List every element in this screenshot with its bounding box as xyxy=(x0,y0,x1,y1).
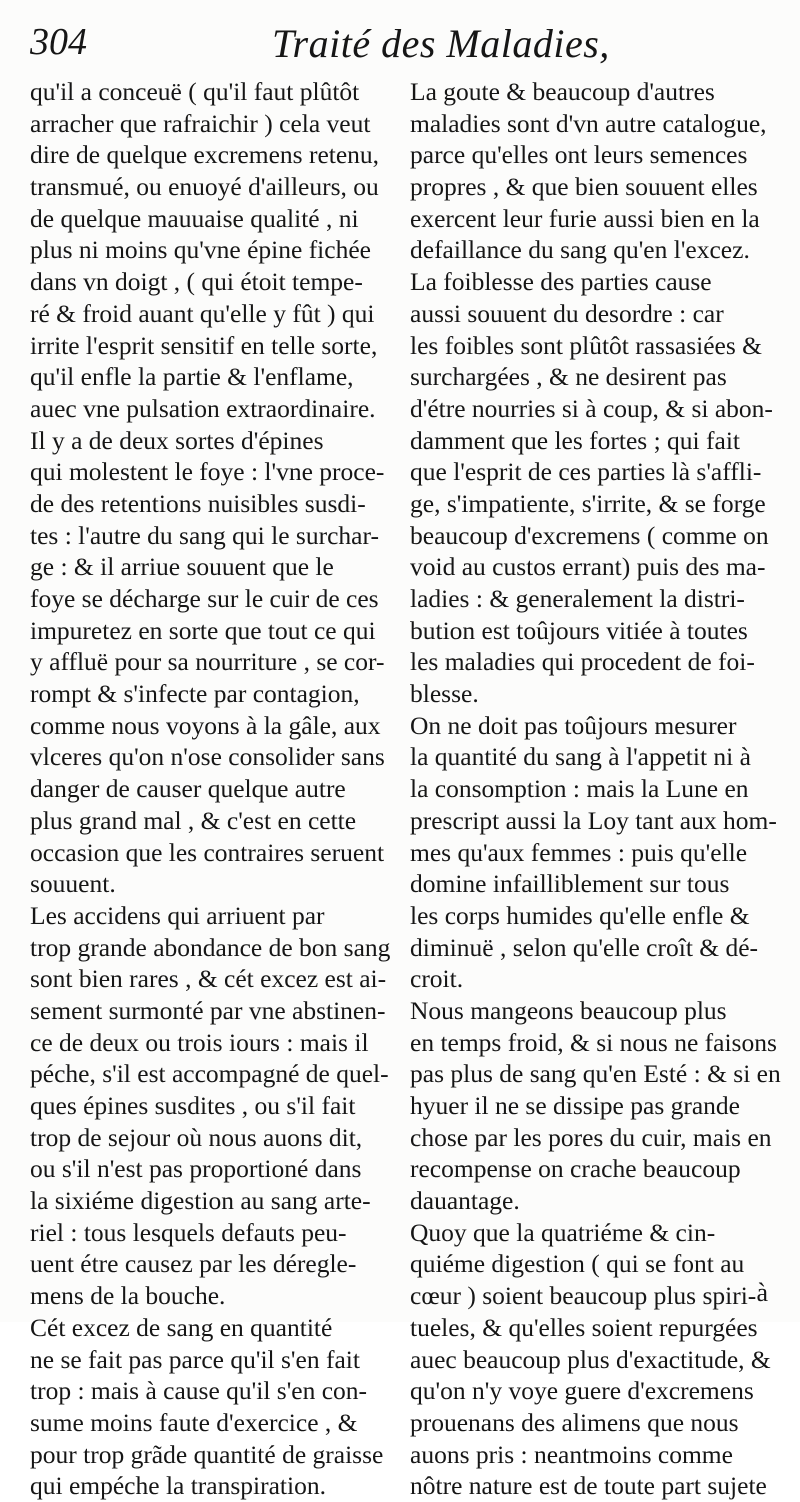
text-line: d'étre nourries si à coup, & si abon- xyxy=(410,393,773,423)
text-line: exercent leur furie aussi bien en la xyxy=(410,203,760,233)
text-line: vlceres qu'on n'ose consolider sans xyxy=(30,742,385,772)
text-line: Il y a de deux sortes d'épines xyxy=(30,425,324,455)
text-line: dire de quelque excremens retenu, xyxy=(30,140,380,170)
text-line: péche, s'il est accompagné de quel- xyxy=(30,1059,389,1089)
text-line: trop : mais à cause qu'il s'en con- xyxy=(30,1376,368,1406)
text-line: la quantité du sang à l'appetit ni à xyxy=(410,742,751,772)
text-line: propres , & que bien souuent elles xyxy=(410,172,758,202)
text-line: ladies : & generalement la distri- xyxy=(410,584,745,613)
text-line: la sixiéme digestion au sang arte- xyxy=(30,1186,371,1216)
text-line: void au custos errant) puis des ma- xyxy=(410,552,766,582)
text-line: irrite l'esprit sensitif en telle sorte, xyxy=(30,330,378,360)
text-line: comme nous voyons à la gâle, aux xyxy=(30,710,381,740)
text-line: blesse. xyxy=(410,679,479,709)
text-line: ge : & il arriue souuent que le xyxy=(30,552,334,582)
text-line: mes qu'aux femmes : puis qu'elle xyxy=(410,837,748,867)
text-line: prouenans des alimens que nous xyxy=(410,1407,739,1437)
text-line: danger de causer quelque autre xyxy=(30,774,346,804)
text-line: trop de sejour où nous auons dit, xyxy=(30,1122,363,1152)
text-line: sont bien rares , & cét excez est ai- xyxy=(30,964,387,994)
text-line: dauantage. xyxy=(410,1186,520,1216)
text-line: qui empéche la transpiration. xyxy=(30,1471,326,1501)
text-line: quiéme digestion ( qui se font au xyxy=(410,1249,745,1279)
text-line: qu'il a conceuë ( qu'il faut plûtôt xyxy=(30,77,360,106)
text-line: riel : tous lesquels defauts peu- xyxy=(30,1217,347,1247)
text-line: La foiblesse des parties cause xyxy=(410,267,712,297)
text-line: auec beaucoup plus d'exactitude, & xyxy=(410,1344,771,1374)
right-text-column xyxy=(410,76,782,1502)
text-line: que l'esprit de ces parties là s'affli- xyxy=(410,457,762,487)
text-line: qu'il enfle la partie & l'enflame, xyxy=(30,362,354,392)
text-line: chose par les pores du cuir, mais en xyxy=(410,1122,772,1152)
text-line: Quoy que la quatriéme & cin- xyxy=(410,1217,716,1247)
text-line: tueles, & qu'elles soient repurgées xyxy=(410,1312,758,1342)
text-line: les foibles sont plûtôt rassasiées & xyxy=(410,330,762,360)
text-line: ques épines susdites , ou s'il fait xyxy=(30,1091,356,1120)
catchword: à xyxy=(756,1278,768,1307)
text-line: uent étre causez par les déregle- xyxy=(30,1249,357,1279)
left-text-column xyxy=(30,76,400,1502)
text-line: trop grande abondance de bon sang xyxy=(30,932,391,962)
text-line: plus grand mal , & c'est en cette xyxy=(30,805,357,835)
text-line: dans vn doigt , ( qui étoit tempe- xyxy=(30,267,363,297)
text-line: Les accidens qui arriuent par xyxy=(30,900,325,930)
text-line: La goute & beaucoup d'autres xyxy=(410,77,715,106)
text-line: surchargées , & ne desirent pas xyxy=(410,362,727,392)
text-line: damment que les fortes ; qui fait xyxy=(410,425,740,455)
text-line: beaucoup d'excremens ( comme on xyxy=(410,520,769,550)
text-line: auons pris : neantmoins comme xyxy=(410,1439,733,1469)
text-line: cœur ) soient beaucoup plus spiri- xyxy=(410,1281,757,1311)
text-line: maladies sont d'vn autre catalogue, xyxy=(410,108,767,138)
text-line: de des retentions nuisibles susdi- xyxy=(30,488,366,518)
text-line: defaillance du sang qu'en l'excez. xyxy=(410,235,750,265)
running-title: Traité des Maladies, xyxy=(272,21,610,66)
text-line: rompt & s'infecte par contagion, xyxy=(30,679,360,709)
text-line: auec vne pulsation extraordinaire. xyxy=(30,393,376,423)
text-line: arracher que rafraichir ) cela veut xyxy=(30,108,371,138)
text-line: ne se fait pas parce qu'il s'en fait xyxy=(30,1344,360,1374)
text-line: ou s'il n'est pas proportioné dans xyxy=(30,1154,362,1184)
text-line: en temps froid, & si nous ne faisons xyxy=(410,1027,777,1057)
text-line: croit. xyxy=(410,964,464,994)
text-line: Nous mangeons beaucoup plus xyxy=(410,995,727,1025)
text-line: impuretez en sorte que tout ce qui xyxy=(30,615,376,645)
text-line: aussi souuent du desordre : car xyxy=(410,298,724,328)
text-line: qui molestent le foye : l'vne proce- xyxy=(30,457,385,487)
text-line: les corps humides qu'elle enfle & xyxy=(410,900,750,930)
page-number: 304 xyxy=(30,21,87,63)
text-line: bution est toûjours vitiée à toutes xyxy=(410,615,748,645)
text-line: sume moins faute d'exercice , & xyxy=(30,1407,358,1437)
text-line: ré & froid auant qu'elle y fût ) qui xyxy=(30,298,375,328)
text-line: nôtre nature est de toute part sujete xyxy=(410,1471,767,1501)
text-line: y affluë pour sa nourriture , se cor- xyxy=(30,647,385,677)
text-line: ce de deux ou trois iours : mais il xyxy=(30,1027,369,1057)
text-line: sement surmonté par vne abstinen- xyxy=(30,995,386,1025)
text-line: recompense on crache beaucoup xyxy=(410,1154,741,1184)
page-header xyxy=(24,18,764,74)
text-line: ge, s'impatiente, s'irrite, & se forge xyxy=(410,488,766,518)
text-line: tes : l'autre du sang qui le surchar- xyxy=(30,520,379,550)
text-line: diminuë , selon qu'elle croît & dé- xyxy=(410,932,759,962)
text-line: pas plus de sang qu'en Esté : & si en xyxy=(410,1059,781,1089)
text-line: mens de la bouche. xyxy=(30,1281,226,1311)
text-line: foye se décharge sur le cuir de ces xyxy=(30,584,379,613)
text-line: parce qu'elles ont leurs semences xyxy=(410,140,748,170)
text-line: domine infailliblement sur tous xyxy=(410,869,730,899)
text-line: pour trop grãde quantité de graisse xyxy=(30,1439,384,1469)
text-line: la consomption : mais la Lune en xyxy=(410,774,749,804)
text-line: prescript aussi la Loy tant aux hom- xyxy=(410,805,777,835)
text-line: transmué, ou enuoyé d'ailleurs, ou xyxy=(30,172,379,202)
text-line: On ne doit pas toûjours mesurer xyxy=(410,710,737,740)
text-line: occasion que les contraires seruent xyxy=(30,837,385,867)
text-line: plus ni moins qu'vne épine fichée xyxy=(30,235,371,265)
text-line: Cét excez de sang en quantité xyxy=(30,1312,333,1342)
text-line: qu'on n'y voye guere d'excremens xyxy=(410,1376,754,1406)
text-line: souuent. xyxy=(30,869,116,899)
text-line: hyuer il ne se dissipe pas grande xyxy=(410,1091,740,1120)
text-line: les maladies qui procedent de foi- xyxy=(410,647,755,677)
text-line: de quelque mauuaise qualité , ni xyxy=(30,203,359,233)
